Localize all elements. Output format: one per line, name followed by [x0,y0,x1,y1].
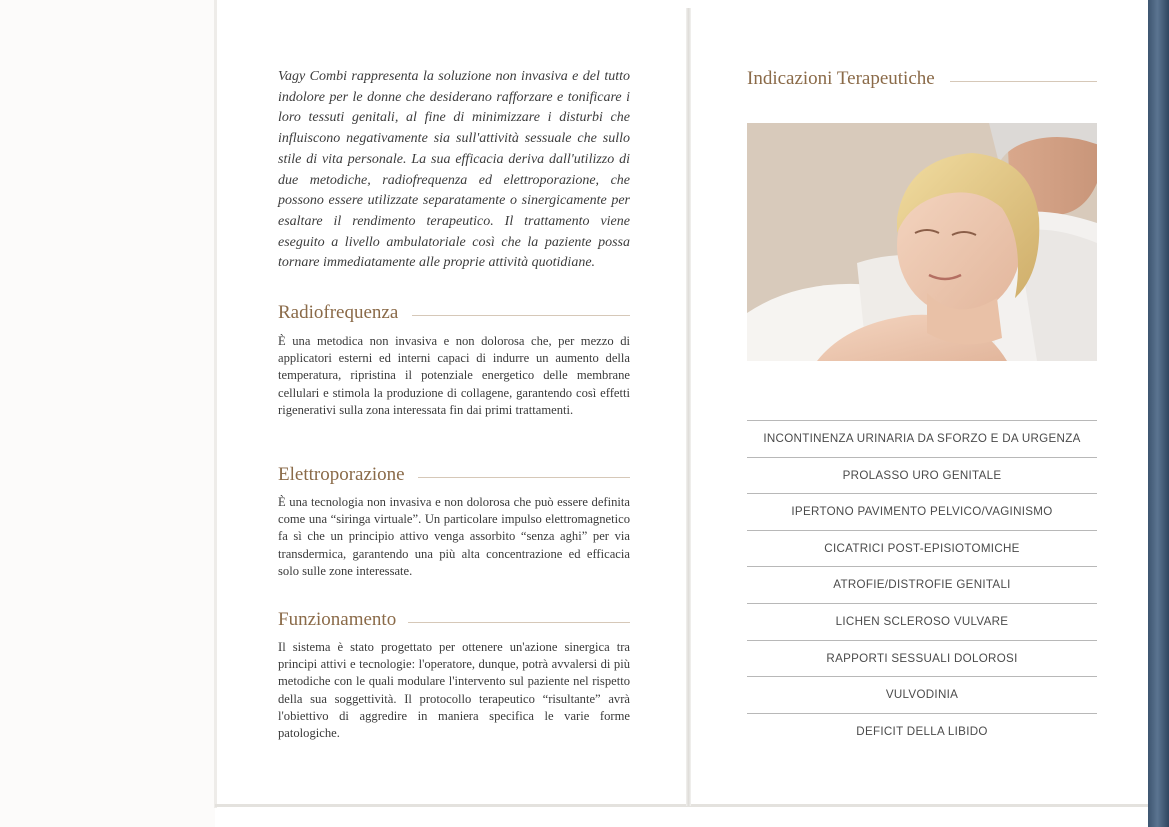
indication-item: VULVODINIA [885,688,959,702]
brochure-cover-edge [1148,0,1169,827]
couple-photo [747,123,1097,361]
indications-title: Indicazioni Terapeutiche [747,68,935,89]
scan-margin [0,0,215,827]
section-divider [408,622,630,623]
page-bottom-edge [215,804,1150,807]
page-edge-shadow [214,0,217,808]
section-divider [412,315,630,316]
indication-item: INCONTINENZA URINARIA DA SFORZO E DA URGENZA [763,432,1081,445]
center-fold [686,8,691,806]
indication-item: DEFICIT DELLA LIBIDO [856,724,988,738]
section-divider [418,477,630,478]
indication-item: RAPPORTI SESSUALI DOLOROSI [826,651,1018,665]
section-text-elettroporazione: È una tecnologia non invasiva e non dolorosa che può essere definita come una “siringa virtuale”. Un particolare impulso elettromagnetico fa sì che un principio attivo venga assorbito “senza aghi” per via transdermica, garantendo una più alta concentrazione ed efficacia solo sulle zone interessate. [278,495,630,578]
indication-item: LICHEN SCLEROSO VULVARE [835,614,1009,628]
indication-item: PROLASSO URO GENITALE [842,468,1002,482]
section-title-elettroporazione: Elettroporazione [278,464,405,485]
indication-item: CICATRICI POST-EPISIOTOMICHE [824,541,1020,555]
section-text-funzionamento: Il sistema è stato progettato per ottenere un'azione sinergica tra principi attivi e tecnologie: l'operatore, dunque, potrà avvalersi di più metodiche con le quali modulare l'intervento sul paziente nel rispetto della sua soggettività. Il protocollo terapeutico “risultante” avrà l'obiettivo di aggredire in maniera specifica le varie forme patologiche. [278,640,630,741]
section-text-radiofrequenza: È una metodica non invasiva e non dolorosa che, per mezzo di applicatori esterni ed interni capaci di indurre un aumento della temperatura, ripristina il potenziale energetico delle membrane cellulari e stimola la produzione di collagene, garantendo così effetti rigenerativi sulla zona interessata fin dai primi trattamenti. [278,334,630,417]
section-title-funzionamento: Funzionamento [278,609,397,630]
title-divider [950,81,1097,82]
intro-paragraph: Vagy Combi rappresenta la soluzione non invasiva e del tutto indolore per le donne che desiderano rafforzare e tonificare i loro tessuti genitali, al fine di minimizzare i disturbi che influiscono negativamente sia sull'attività sessuale che sullo stile di vita personale. La sua efficacia deriva dall'utilizzo di due metodiche, radiofrequenza ed elettroporazione, che possono essere utilizzate separatamente o sinergicamente per esaltare il rendimento terapeutico. Il trattamento viene eseguito a livello ambulatoriale così che la paziente possa tornare immediatamente alle proprie attività quotidiane. [278,69,630,271]
indications-list [747,420,1097,749]
section-title-radiofrequenza: Radiofrequenza [278,302,399,323]
indication-item: IPERTONO PAVIMENTO PELVICO/VAGINISMO [791,505,1053,519]
indication-item: ATROFIE/DISTROFIE GENITALI [833,578,1011,592]
